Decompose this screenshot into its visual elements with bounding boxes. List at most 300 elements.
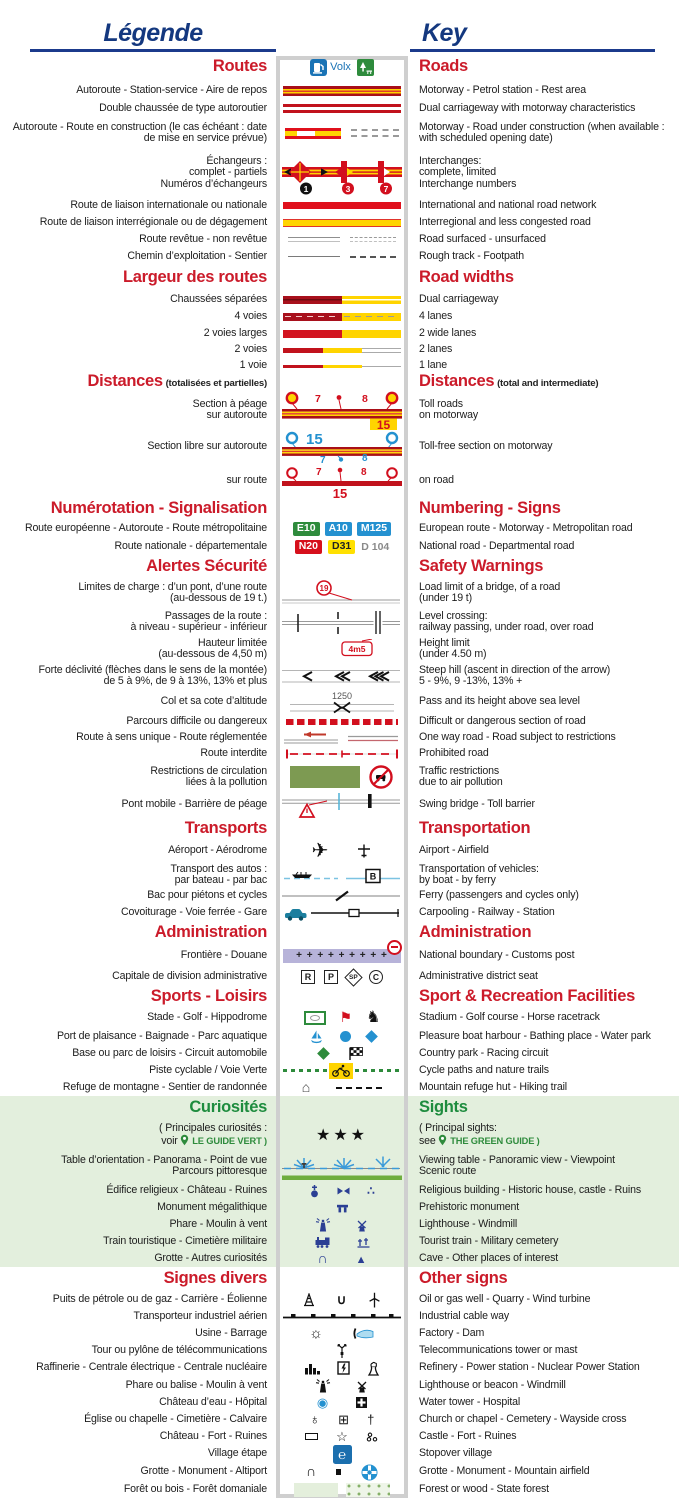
label-fr: Bac pour piétons et cycles [147,889,267,902]
label-en: on motorway [419,409,478,421]
label-en: Interchanges: [419,154,482,167]
sports-head-fr: Sports - Loisirs [150,987,267,1006]
svg-text:7: 7 [316,467,322,478]
label-fr: Grotte - Monument - Altiport [140,1465,267,1478]
svg-text:19: 19 [319,584,329,593]
row-oil-quarry-turbine [0,1291,679,1309]
cemetery-icon [338,1412,349,1428]
svg-text:7: 7 [320,455,326,464]
row-stopover-village [0,1445,679,1463]
monument-icon [336,1469,341,1475]
section-head-other [0,1267,679,1291]
label-fr: Covoiturage - Voie ferrée - Gare [121,906,267,919]
star-rating: ★★★ [315,1127,369,1144]
row-lighthouse-windmill [0,1216,679,1233]
label-fr: Restrictions de circulation [150,764,267,777]
section-head-sights [0,1096,679,1120]
separate-carriageways-band [283,296,401,304]
label-fr: Tour ou pylône de télécommunications [91,1343,267,1356]
label-fr: Section libre sur autoroute [147,440,267,453]
svg-text:1: 1 [303,183,309,194]
label-fr: Capitale de division administrative [112,970,267,983]
label-fr: (au-dessous de 4,50 m) [158,648,267,660]
european-route-badge: E10 [293,522,320,536]
label-en: Telecommunications tower or mast [419,1343,578,1356]
svg-text:3: 3 [345,183,351,194]
label-fr: Refuge de montagne - Sentier de randonnée [62,1080,267,1093]
row-level-crossing [0,608,679,636]
label-en: 5 - 9%, 9 -13%, 13% + [419,675,523,687]
row-viewpoint-scenic [0,1150,679,1182]
surfaced-road-line [288,237,340,242]
label-fr: Puits de pétrole ou de gaz - Carrière - Éolienne [52,1293,267,1306]
row-interchanges [0,149,679,197]
label-fr: Hauteur limitée [198,636,267,649]
airfield-icon [356,843,372,859]
two-wide-lane-band [283,330,401,338]
sights-note-fr: ( Principales curiosités : [159,1121,267,1134]
section-head-widths [0,265,679,291]
religious-building-icon [309,1184,320,1198]
row-pedestrian-ferry [0,888,679,904]
wayside-cross-icon [367,1412,374,1428]
interregional-road-band [283,219,401,227]
row-distance-on-road [0,464,679,498]
label-fr: Échangeurs : [206,154,267,167]
label-fr: Chaussées séparées [170,292,267,305]
page-title-fr: Légende [103,19,203,47]
label-fr: Double chaussée de type autoroutier [99,101,267,114]
label-fr: Grotte - Autres curiosités [154,1251,267,1264]
windmill-icon [355,1378,369,1393]
svg-text:B: B [369,871,377,882]
departmental-road-badge: D31 [328,540,355,554]
row-interregional-road [0,214,679,231]
one-lane-band [283,365,401,368]
label-en: Scenic route [419,1165,477,1177]
label-en: 2 wide lanes [419,326,477,339]
row-route-numbering-1 [0,520,679,538]
row-sights-note: ( Principales curiosités : voir LE GUIDE VERT ) ★★★ ( Principal sights: see THE GREEN GUIDE ) [0,1120,679,1150]
label-fr: 4 voies [234,309,267,322]
title-en-underline [410,19,655,52]
label-fr: Piste cyclable / Voie Verte [149,1063,267,1076]
one-way-road-symbol [284,730,340,746]
difficult-section-band [286,719,398,725]
label-en: (under 4.50 m) [419,648,487,660]
footpath-line [350,256,396,258]
widths-head-en: Road widths [419,268,514,287]
label-en: Dual carriageway with motorway characteristics [419,101,636,114]
prefecture-icon: P [324,970,338,984]
international-road-band [283,202,401,209]
label-en: Steep hill (ascent in direction of the arrow) [419,663,611,676]
oil-well-icon [303,1293,315,1307]
airport-icon [312,841,329,861]
label-fr: Phare ou balise - Moulin à vent [125,1378,267,1391]
section-head-sports [0,986,679,1008]
label-en: Country park - Racing circuit [419,1046,549,1059]
label-fr: Route de liaison internationale ou nationale [70,198,267,211]
dam-icon [351,1327,375,1340]
row-pollution-restrictions [0,762,679,792]
label-en: Dual carriageway [419,292,499,305]
label-en: Cycle paths and nature trails [419,1063,549,1076]
viewpoint-scenic-route-diagram [282,1151,402,1181]
forest-swatch [294,1483,338,1497]
label-fr: à niveau - supérieur - inférieur [130,621,267,633]
swing-bridge-toll-barrier [282,791,402,819]
carpool-icon [283,906,307,921]
motorway-band [283,86,401,96]
widths-head-fr: Largeur des routes [122,268,267,287]
label-fr: Limites de charge : d’un pont, d’une route [78,580,267,593]
label-en: Grotte - Monument - Mountain airfield [419,1465,590,1478]
row-pass-altitude [0,690,679,714]
label-fr: Route revêtue - non revêtue [139,232,267,245]
label-en: Interregional and less congested road [419,215,591,228]
dual-carriageway-band [283,104,401,113]
label-fr: Section à péage [192,397,267,410]
sights-note-en: ( Principal sights: [419,1121,497,1134]
height-limit-sign [282,639,402,659]
row-separate-carriageways [0,291,679,308]
label-en: on road [419,474,454,487]
distances-head-fr: Distances [87,372,163,391]
label-en: Pleasure boat harbour - Bathing place - Water park [419,1029,651,1042]
label-fr: par bateau - par bac [174,874,267,886]
motorway-badge: A10 [325,522,352,536]
cyclist-icon [329,1063,353,1079]
row-steep-hill [0,662,679,690]
label-en: Difficult or dangerous section of road [419,715,586,728]
row-carpool-railway [0,904,679,922]
label-en: 1 lane [419,359,447,372]
label-fr: Parcours pittoresque [172,1165,267,1177]
rough-track-line [288,256,340,257]
green-guide-name-en: THE GREEN GUIDE ) [450,1136,540,1146]
label-en: Stopover village [419,1447,492,1460]
routes-head-fr: Routes [212,57,267,76]
label-en: Level crossing: [419,609,488,622]
svg-text:4m5: 4m5 [348,644,366,655]
label-en: Stadium - Golf course - Horse racetrack [419,1011,600,1024]
boat-ferry-symbols [282,866,402,884]
row-2-lanes [0,342,679,358]
row-surfaced-road [0,231,679,248]
two-lane-band [283,348,401,353]
label-en: One way road - Road subject to restrictions [419,731,616,744]
windmill-icon [355,1217,369,1232]
label-en: Viewing table - Panoramic view - Viewpoint [419,1153,615,1166]
row-vehicle-transport [0,862,679,888]
svg-text:7: 7 [315,393,321,405]
other-head-en: Other signs [419,1269,508,1288]
unsurfaced-road-line [350,237,396,242]
label-fr: Route européenne - Autoroute - Route métropolitaine [24,522,267,535]
svg-text:15: 15 [332,486,348,499]
label-fr: Stade - Golf - Hippodrome [147,1011,267,1024]
label-en: 4 lanes [419,309,453,322]
label-en: Airport - Airfield [419,844,489,857]
distances-head-en: Distances [419,372,495,391]
svg-text:8: 8 [362,453,368,464]
factory-icon [309,1326,323,1342]
national-boundary-band: + + + + + + + + + [283,949,401,963]
label-fr: Phare - Moulin à vent [169,1217,267,1230]
hiking-trail-line [336,1087,382,1089]
pass-altitude-diagram [282,690,402,714]
label-fr: Château - Fort - Ruines [159,1429,267,1442]
row-stadium-golf-racetrack [0,1008,679,1028]
label-en: Oil or gas well - Quarry - Wind turbine [419,1293,591,1306]
power-station-icon [337,1361,350,1375]
label-en: Ferry (passengers and cycles only) [419,889,579,902]
restricted-road-symbol [348,730,400,746]
label-fr: Chemin d’exploitation - Sentier [127,249,267,262]
dolmen-icon [336,1204,349,1213]
row-prohibited-road [0,746,679,762]
low-emission-zone-band [290,766,360,788]
row-church-cemetery-cross [0,1411,679,1428]
four-lane-band [283,313,401,321]
mountain-refuge-icon [302,1080,310,1096]
label-en: Height limit [419,636,470,649]
label-fr: Route de liaison interrégionale ou de dégagement [39,215,267,228]
row-difficult-section [0,714,679,730]
cave-icon [317,1251,327,1267]
label-en: Transportation of vehicles: [419,862,539,875]
sports-head-en: Sport & Recreation Facilities [419,987,635,1006]
label-en: Administrative district seat [419,970,538,983]
title-fr-underline [30,19,276,52]
row-cable-way [0,1309,679,1325]
lighthouse-icon [315,1217,331,1232]
row-cave-other [0,1250,679,1267]
label-fr: Frontière - Douane [180,949,267,962]
numbering-head-fr: Numérotation - Signalisation [50,499,267,518]
section-head-numbering [0,498,679,520]
label-fr: liées à la pollution [185,776,267,788]
row-beacon-windmill [0,1377,679,1394]
row-2-wide-lanes [0,325,679,342]
section-head-routes [0,52,679,82]
row-height-limit [0,636,679,662]
row-toll-free-motorway [0,430,679,464]
label-fr: Autoroute - Station-service - Aire de repos [76,84,267,97]
label-fr: Route interdite [200,747,267,760]
label-fr: Col et sa cote d’altitude [160,695,267,708]
label-en: railway passing, under road, over road [419,621,594,633]
label-en: (under 19 t) [419,592,472,604]
stadium-icon [304,1011,326,1025]
label-en: Rough track - Footpath [419,249,525,262]
label-en: Forest or wood - State forest [419,1482,549,1495]
rest-area-icon [357,59,374,76]
row-prehistoric-monument [0,1200,679,1216]
distances-note-fr: (totalisées et partielles) [165,378,267,390]
telecom-tower-icon [335,1343,349,1359]
cave-icon [306,1464,316,1480]
ruins-circles-icon [366,1432,379,1442]
sailboat-icon [309,1029,324,1044]
country-park-icon [317,1047,330,1060]
transport-head-en: Transportation [419,819,531,838]
label-fr: de 5 à 9%, de 9 à 13%, 13% et plus [103,675,267,687]
svg-text:7: 7 [383,183,389,194]
departmental-road-plain: D 104 [361,540,390,553]
label-en: 2 lanes [419,343,453,356]
label-fr: Route nationale - départementale [114,540,267,553]
row-watertower-hospital [0,1394,679,1411]
safety-head-fr: Alertes Sécurité [146,557,267,576]
row-boundary-customs [0,944,679,968]
no-car-sign-icon [368,764,394,790]
row-admin-capital [0,968,679,986]
label-en: Mountain refuge hut - Hiking trail [419,1080,567,1093]
label-fr: Base ou parc de loisirs - Circuit automobile [72,1046,267,1059]
page-title-en: Key [422,19,467,47]
quarry-icon [337,1292,347,1308]
row-airport [0,840,679,862]
row-construction [0,117,679,149]
section-head-safety [0,556,679,578]
sights-head-fr: Curiosités [189,1098,267,1117]
label-en: Factory - Dam [419,1326,485,1339]
label-fr: 2 voies [234,343,267,356]
row-cycle-path [0,1062,679,1079]
historic-house-icon [336,1186,351,1196]
label-en: Religious building - Historic house, castle - Ruins [419,1184,641,1197]
label-en: Castle - Fort - Ruines [419,1429,517,1442]
row-4-lanes [0,308,679,325]
label-fr: Édifice religieux - Château - Ruines [106,1184,267,1197]
svg-text:1250: 1250 [331,691,353,701]
label-en: National road - Departmental road [419,540,575,553]
green-guide-name-fr: LE GUIDE VERT ) [192,1136,267,1146]
load-limit-sign [282,579,402,607]
admin-head-en: Administration [419,923,532,942]
label-fr: Monument mégalithique [157,1201,267,1214]
section-head-distances [0,374,679,390]
label-en: Road surfaced - unsurfaced [419,232,546,245]
label-en: complete, limited [419,166,496,179]
state-forest-swatch [346,1483,390,1497]
subprefecture-icon: SP [344,968,362,986]
toll-free-distance-diagram [282,430,402,464]
label-fr: Usine - Barrage [195,1326,267,1339]
row-telecom-tower [0,1342,679,1359]
transport-head-fr: Transports [184,819,267,838]
label-fr: Forêt ou bois - Forêt domaniale [123,1482,267,1495]
industrial-cableway-symbol [283,1313,401,1321]
label-en: Interchange numbers [419,177,517,190]
label-fr: Train touristique - Cimetière militaire [103,1234,267,1247]
label-en: Industrial cable way [419,1310,510,1323]
label-en: Swing bridge - Toll barrier [419,798,535,811]
row-refuge-hiking [0,1079,679,1096]
row-route-numbering-2 [0,538,679,556]
label-fr: Table d’orientation - Panorama - Point de vue [61,1153,267,1166]
church-icon [310,1412,321,1428]
label-en: Pass and its height above sea level [419,695,580,708]
label-en: Traffic restrictions [419,764,500,777]
wind-turbine-icon [368,1292,381,1308]
water-park-icon [365,1030,378,1043]
label-fr: (au-dessous de 19 t.) [170,592,267,604]
label-fr: 1 voie [239,359,267,372]
label-fr: Village étape [207,1447,267,1460]
label-fr: complet - partiels [189,166,267,179]
label-fr: Raffinerie - Centrale électrique - Centrale nucléaire [36,1361,267,1374]
svg-text:15: 15 [306,431,323,448]
beacon-icon [315,1378,331,1393]
row-dual-carriageway [0,100,679,117]
row-countrypark-racing [0,1045,679,1062]
other-sight-icon [356,1251,367,1267]
sights-head-en: Sights [419,1098,468,1117]
petrol-station-label: Volx [330,61,351,73]
label-en: Motorway - Road under construction (when available : with scheduled opening date) [419,120,665,144]
mountain-airfield-icon [361,1464,378,1481]
numbering-head-en: Numbering - Signs [419,499,561,518]
national-road-badge: N20 [295,540,322,554]
customs-post-icon [387,940,402,955]
row-forest [0,1481,679,1498]
label-en: Toll-free section on motorway [419,440,553,453]
row-refinery-power-nuclear [0,1359,679,1377]
label-en: Church or chapel - Cemetery - Wayside cross [419,1412,627,1425]
label-fr: Forte déclivité (flèches dans le sens de la montée) [38,663,267,676]
routes-head-en: Roads [419,57,468,76]
fort-icon [336,1429,348,1445]
safety-head-en: Safety Warnings [419,557,544,576]
label-en: National boundary - Customs post [419,949,575,962]
label-fr: Aéroport - Aérodrome [168,844,267,857]
label-en: due to air pollution [419,776,503,788]
label-en: Load limit of a bridge, of a road [419,580,561,593]
region-capital-icon: R [301,970,315,984]
label-en: Tourist train - Military cemetery [419,1234,559,1247]
tourist-train-icon [314,1235,334,1248]
prohibited-road-symbol [283,748,401,760]
label-fr: Numéros d’échangeurs [160,177,267,190]
bathing-place-icon [340,1031,351,1042]
label-fr: Passages de la route : [164,609,267,622]
row-toll-motorway [0,390,679,430]
label-fr: sur autoroute [206,409,267,421]
distances-note-en: (total and intermediate) [497,378,599,390]
racing-circuit-icon [348,1046,365,1061]
petrol-station-icon [310,59,327,76]
label-fr: Route à sens unique - Route réglementée [76,731,267,744]
castle-icon [305,1433,318,1440]
row-load-limit [0,578,679,608]
label-fr: Autoroute - Route en construction (le cas échéant : date de mise en service prévue) [12,120,267,144]
label-en: Water tower - Hospital [419,1395,521,1408]
label-fr: Port de plaisance - Baignade - Parc aquatique [57,1029,267,1042]
row-grotte-monument-altiport [0,1463,679,1481]
toll-distance-diagram [282,390,402,430]
hospital-icon [356,1397,367,1408]
label-fr: 2 voies larges [203,326,267,339]
label-en: Motorway - Petrol station - Rest area [419,84,586,97]
label-en: Prohibited road [419,747,489,760]
svg-text:8: 8 [362,393,368,405]
row-harbour-bathing-waterpark [0,1028,679,1045]
row-international-road [0,197,679,214]
label-en: Refinery - Power station - Nuclear Power Station [419,1361,640,1374]
